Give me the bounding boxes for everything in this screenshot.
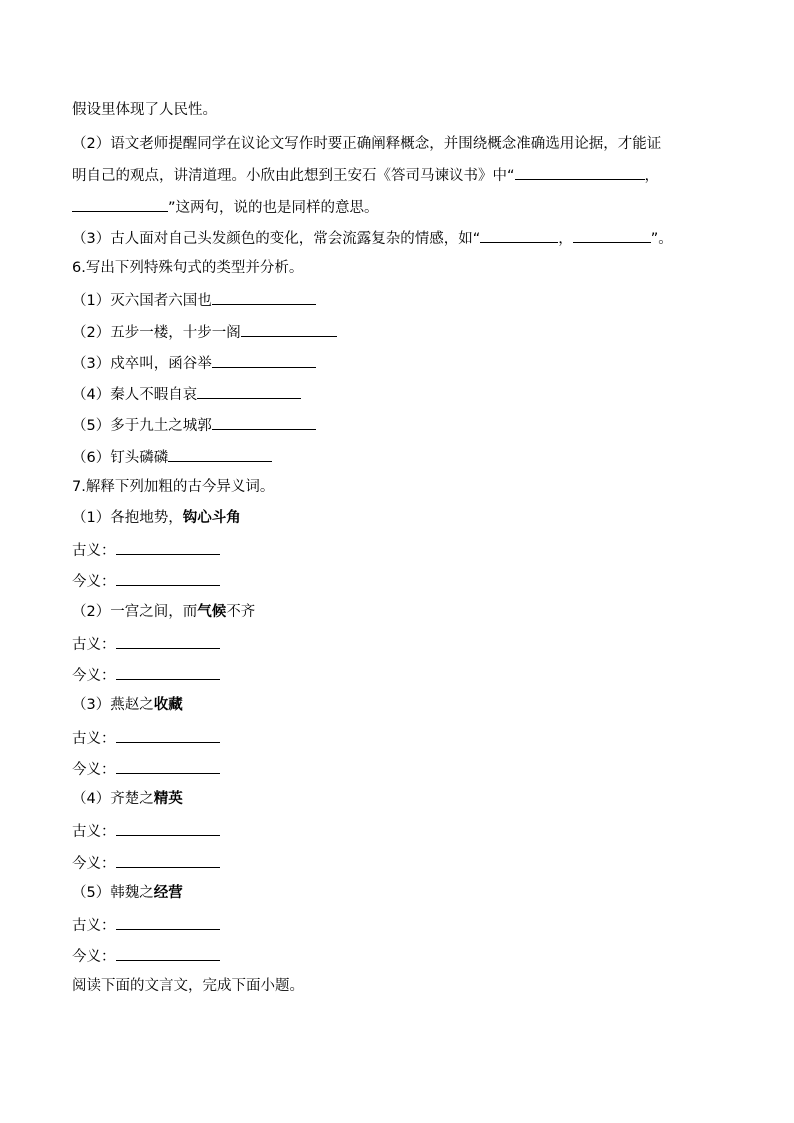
modern-meaning-row [72,758,220,780]
answer-blank[interactable] [168,446,272,462]
ancient-meaning-row [72,820,220,842]
answer-blank[interactable] [116,945,220,961]
question-6-item [72,446,272,468]
text: 今义： [72,949,116,965]
text: ， [558,231,573,247]
ancient-meaning-row [72,539,220,561]
text: ， [644,168,660,184]
modern-meaning-row [72,945,220,967]
modern-meaning-row [72,852,220,874]
modern-meaning-row [72,664,220,686]
question-6-item [72,383,301,405]
text: 古义： [72,918,116,934]
answer-blank[interactable] [72,196,168,212]
answer-blank[interactable] [116,570,220,586]
text: 今义： [72,574,116,590]
text: 今义： [72,668,116,684]
ancient-meaning-row [72,727,220,749]
text: （1）各抱地势， [72,510,183,526]
answer-blank[interactable] [212,352,316,368]
ancient-meaning-row [72,914,220,936]
text: ”这两句，说的也是同样的意思。 [168,200,379,216]
text: （6）钉头磷磷 [72,450,169,466]
question-7-item [72,508,241,528]
text: 假设里体现了人民性。 [72,102,217,118]
text: 阅读下面的文言文，完成下面小题。 [72,978,304,994]
text: （2）五步一楼，十步一阁 [72,325,241,341]
text-line [72,164,659,186]
question-6-item [72,321,337,343]
text: 今义： [72,762,116,778]
question-7-item [72,602,255,622]
text: （2）语文老师提醒同学在议论文写作时要正确阐释概念，并围绕概念准确选用论据，才能证 [72,136,662,152]
answer-blank[interactable] [116,664,220,680]
answer-blank[interactable] [116,727,220,743]
question-7-title [72,477,274,497]
question-6-item [72,289,316,311]
question-7-item [72,883,183,903]
answer-blank[interactable] [116,914,220,930]
answer-blank[interactable] [116,633,220,649]
text: 古义： [72,731,116,747]
question-6-item [72,414,316,436]
answer-blank[interactable] [116,539,220,555]
question-7-item [72,695,183,715]
answer-blank[interactable] [212,414,316,430]
text: （3）古人面对自己头发颜色的变化，常会流露复杂的情感，如“ [72,231,481,247]
answer-blank[interactable] [515,164,645,180]
text: （4）秦人不暇自哀 [72,387,198,403]
text-line [72,134,661,154]
text: （1）灭六国者六国也 [72,293,212,309]
question-7-item [72,789,183,809]
text: （3）燕赵之 [72,697,154,713]
answer-blank[interactable] [480,227,558,243]
answer-blank[interactable] [197,383,301,399]
question-6-item [72,352,316,374]
text: 不齐 [226,604,256,620]
text: （4）齐楚之 [72,791,154,807]
text: 明自己的观点，讲清道理。小欣由此想到王安石《答司马谏议书》中“ [72,168,515,184]
text: （5）韩魏之 [72,885,154,901]
bold-term: 精英 [153,791,183,807]
reading-instruction [72,976,304,996]
text: 古义： [72,824,116,840]
bold-term: 经营 [153,885,183,901]
answer-blank[interactable] [116,820,220,836]
text: 古义： [72,543,116,559]
ancient-meaning-row [72,633,220,655]
modern-meaning-row [72,570,220,592]
answer-blank[interactable] [212,289,316,305]
text: （3）戍卒叫，函谷举 [72,356,212,372]
bold-term: 收藏 [153,697,183,713]
text: （5）多于九土之城郭 [72,418,212,434]
answer-blank[interactable] [116,758,220,774]
text-line [72,227,673,249]
text-line [72,100,217,120]
answer-blank[interactable] [241,321,337,337]
text: （2）一宫之间，而 [72,604,198,620]
text: ”。 [650,231,673,247]
text: 今义： [72,856,116,872]
answer-blank[interactable] [116,852,220,868]
text: 7.解释下列加粗的古今异义词。 [72,479,275,495]
text: 6.写出下列特殊句式的类型并分析。 [72,260,304,276]
bold-term: 气候 [197,604,227,620]
answer-blank[interactable] [573,227,651,243]
text-line [72,196,379,218]
text: 古义： [72,637,116,653]
question-6-title [72,258,303,278]
bold-term: 钩心斗角 [182,510,241,526]
